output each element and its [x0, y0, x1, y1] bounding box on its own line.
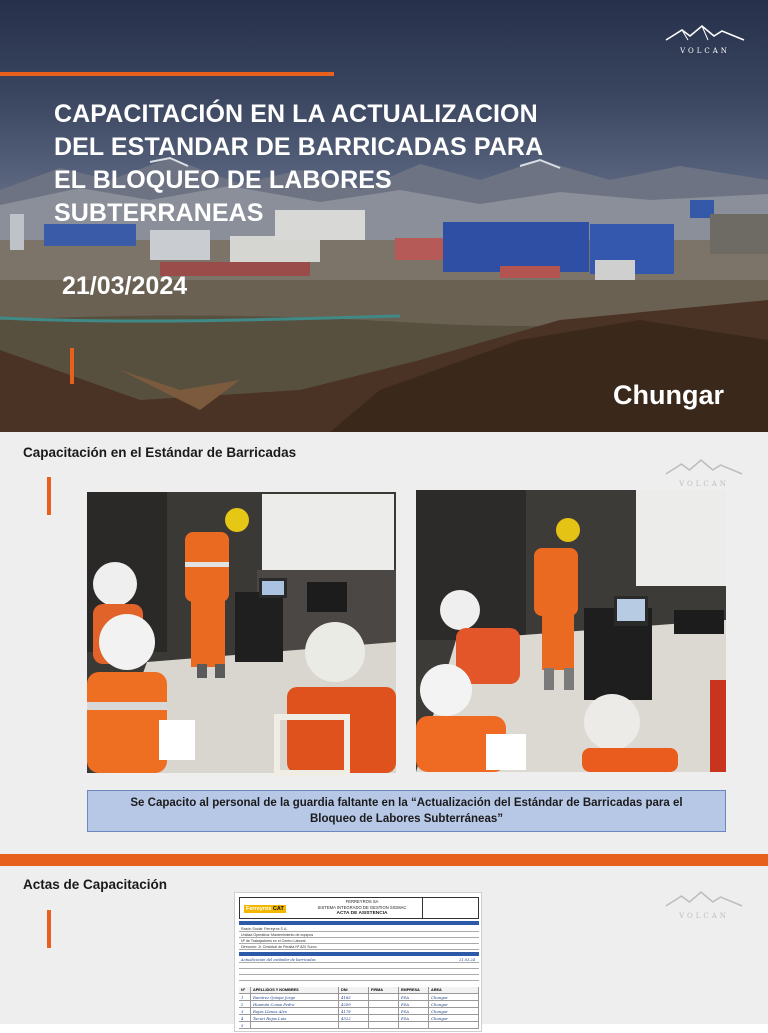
training-photo-2: [416, 490, 726, 772]
cover-slide: [0, 0, 768, 432]
table-row: 2 Huamán Ccasa Pedro 4209 FSA Chungar: [239, 1001, 479, 1008]
logo-wordmark: VOLCAN: [680, 47, 730, 55]
training-slide: [0, 432, 768, 854]
attendance-table: [239, 987, 479, 1033]
cover-date: 21/03/2024: [62, 272, 188, 300]
title-accent-line: [0, 72, 334, 76]
slide-divider: [0, 854, 768, 866]
logo-wordmark: VOLCAN: [679, 912, 729, 920]
attendance-sheet-header: [239, 897, 479, 919]
acts-accent-bar: [47, 910, 51, 948]
sheet-fields: Razón Social: Ferreyros S.A. Unidad Operativa: Mantenimiento de equipos Nº de Trabajadores en el Centro Laboral Dirección: Jr. Cristóbal de Peralta Nº 820 Surco: [239, 926, 479, 950]
cover-accent-bar: [70, 348, 74, 384]
training-photo-1: [87, 492, 396, 773]
table-row: 5: [239, 1022, 479, 1029]
mountain-logo-icon: [664, 890, 744, 910]
sheet-band: [239, 952, 479, 956]
mountain-logo-icon: [664, 24, 746, 44]
sheet-header-text: FERREYROS SA SISTEMA INTEGRADO DE GESTION SIGMAC ACTA DE ASISTENCIA: [317, 899, 407, 916]
acts-slide-title: Actas de Capacitación: [23, 877, 168, 892]
acts-slide: [0, 866, 768, 1028]
volcan-watermark-logo: [664, 458, 744, 488]
table-row: 4 Tacuri Rojas Luis 4322 FSA Chungar: [239, 1015, 479, 1022]
training-caption: Se Capacito al personal de la guardia faltante en la “Actualización del Estándar de Barricadas para el Bloqueo de Labores Subterráneas”: [87, 790, 726, 832]
sheet-code-box: [422, 898, 478, 918]
cover-title: CAPACITACIÓN EN LA ACTUALIZACION DEL ESTANDAR DE BARRICADAS PARA EL BLOQUEO DE LABORES SUBTERRANEAS: [54, 100, 543, 227]
table-row: 3 Rojas Llanos Alex 4178 FSA Chungar: [239, 1008, 479, 1015]
sheet-band: [239, 921, 479, 925]
training-accent-bar: [47, 477, 51, 515]
table-header-row: Nº APELLIDOS Y NOMBRES DNI FIRMA EMPRESA AREA: [239, 987, 479, 994]
sheet-topic-fields: Actualización del estándar de barricadas 21.03.24: [239, 957, 479, 981]
site-name: Chungar: [613, 380, 724, 410]
ferreyros-logo: Ferreyros CAT: [246, 906, 284, 912]
volcan-watermark-logo: [664, 890, 744, 920]
logo-wordmark: VOLCAN: [679, 480, 729, 488]
table-row: 1 Ramírez Quispe Jorge 4183 FSA Chungar: [239, 994, 479, 1001]
volcan-logo: [664, 24, 746, 54]
attendance-sheet-scan: [234, 892, 482, 1032]
training-slide-title: Capacitación en el Estándar de Barricadas: [23, 445, 297, 460]
mountain-logo-icon: [664, 458, 744, 478]
